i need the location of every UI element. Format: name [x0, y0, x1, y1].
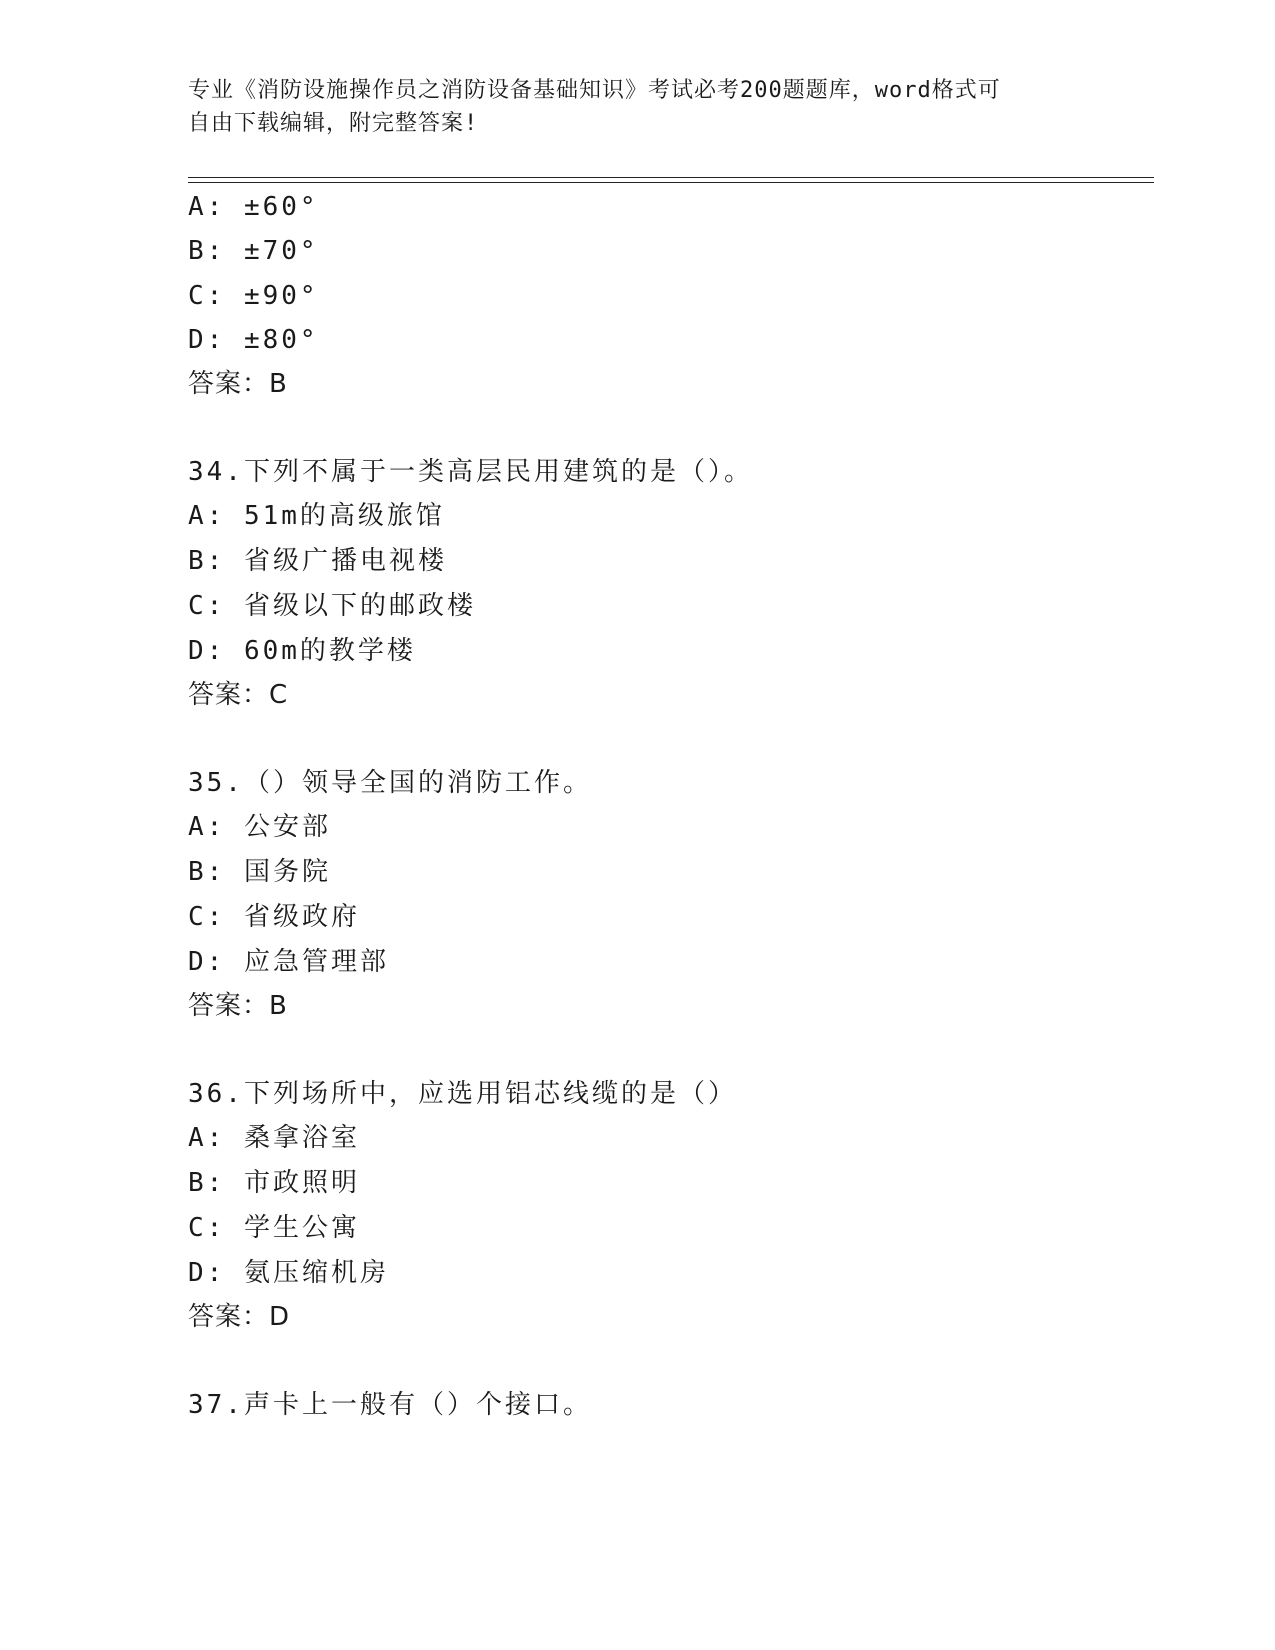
header-divider-bottom: [188, 182, 1154, 183]
q37-question: 37.声卡上一般有（）个接口。: [188, 1390, 592, 1420]
q36-option-b: B: 市政照明: [188, 1168, 360, 1198]
q35-option-c: C: 省级政府: [188, 902, 360, 932]
q36-answer: 答案：D: [188, 1302, 291, 1332]
q33-option-d: D: ±80°: [188, 325, 319, 355]
q36-option-d: D: 氨压缩机房: [188, 1258, 389, 1288]
q36-option-c: C: 学生公寓: [188, 1213, 360, 1243]
q36-question: 36.下列场所中，应选用铝芯线缆的是（）: [188, 1079, 737, 1109]
q34-option-b: B: 省级广播电视楼: [188, 546, 447, 576]
q34-question: 34.下列不属于一类高层民用建筑的是（）。: [188, 457, 753, 487]
q36-option-a: A: 桑拿浴室: [188, 1123, 360, 1153]
q34-option-d: D: 60m的教学楼: [188, 636, 416, 666]
q35-option-b: B: 国务院: [188, 857, 331, 887]
document-header: [188, 74, 1088, 140]
q35-question: 35.（）领导全国的消防工作。: [188, 768, 592, 798]
q35-option-d: D: 应急管理部: [188, 947, 389, 977]
q33-option-b: B: ±70°: [188, 236, 319, 266]
q33-option-c: C: ±90°: [188, 281, 319, 311]
q34-option-c: C: 省级以下的邮政楼: [188, 591, 476, 621]
q35-option-a: A: 公安部: [188, 812, 331, 842]
header-line-2: 自由下载编辑，附完整答案!: [188, 111, 479, 136]
q33-answer: 答案：B: [188, 369, 288, 399]
q34-answer: 答案：C: [188, 680, 289, 710]
header-line-1: 专业《消防设施操作员之消防设备基础知识》考试必考200题题库，word格式可: [188, 78, 1001, 103]
header-divider-top: [188, 177, 1154, 178]
q35-answer: 答案：B: [188, 991, 288, 1021]
q34-option-a: A: 51m的高级旅馆: [188, 501, 445, 531]
q33-option-a: A: ±60°: [188, 192, 319, 222]
